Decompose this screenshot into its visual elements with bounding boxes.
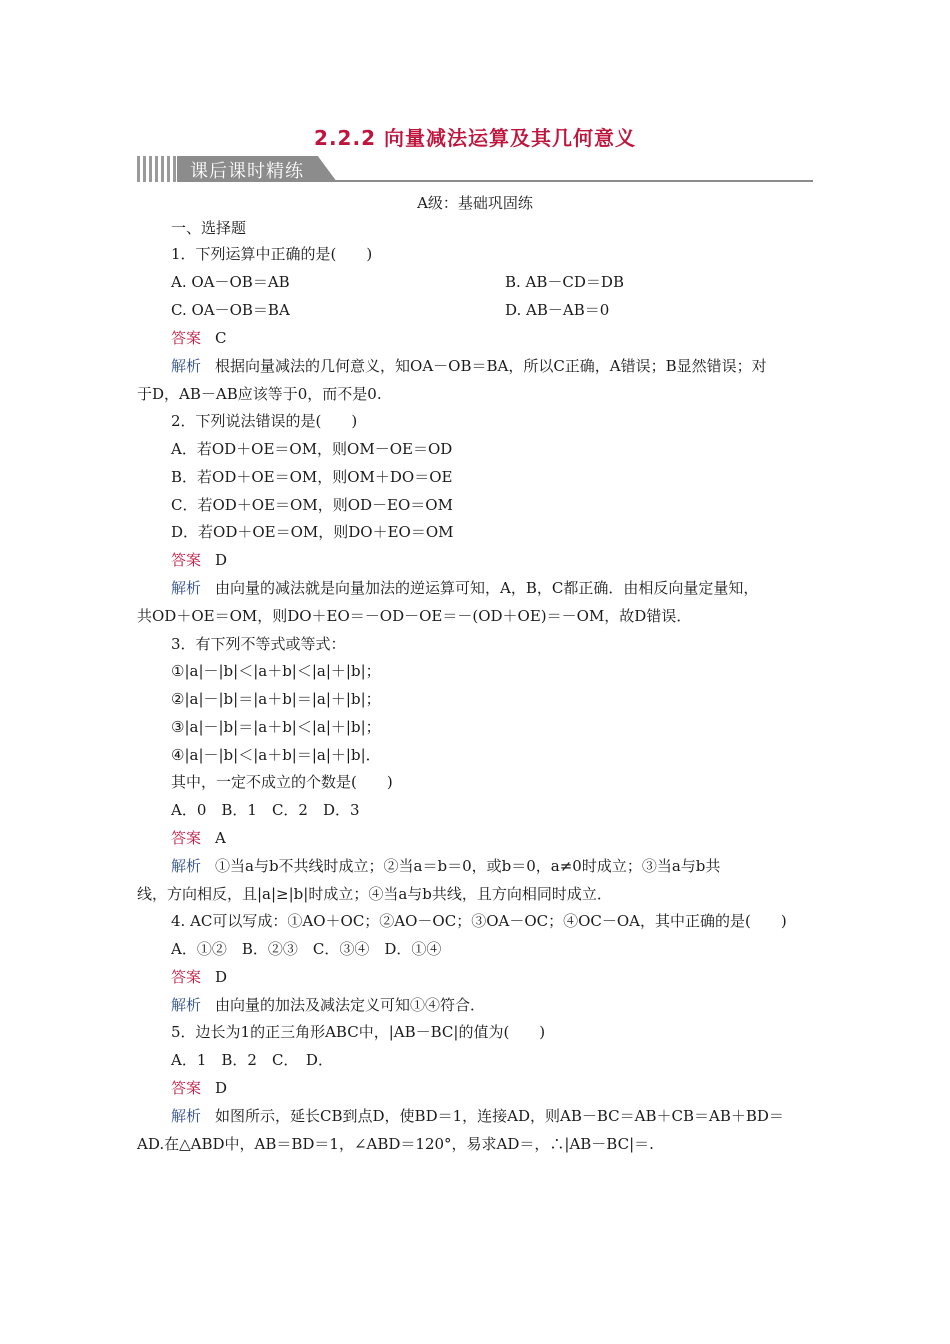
analysis-label: 解析: [171, 579, 202, 597]
q3-analysis-line2: 线，方向相反，且|a|≥|b|时成立；④当a与b共线，且方向相同时成立．: [137, 885, 612, 903]
q2-analysis-line2: 共OD＋OE＝OM，则DO＋EO＝－OD－OE＝－(OD＋OE)＝－OM，故D错误．: [137, 607, 692, 625]
q1-option-a: A. OA－OB＝AB: [171, 273, 290, 291]
q5-analysis-line1: [171, 1106, 784, 1126]
q1-option-b: B. AB－CD＝DB: [505, 273, 624, 291]
q1-option-c: C. OA－OB＝BA: [171, 301, 290, 319]
q3-stem: 3．有下列不等式或等式：: [171, 635, 346, 653]
q2-option-c: C．若OD＋OE＝OM，则OD－EO＝OM: [171, 496, 453, 514]
page-title: 2.2.2 向量减法运算及其几何意义: [314, 126, 636, 150]
q5-options: A．1 B．2 C． D．: [171, 1051, 333, 1069]
q3-answer: [171, 828, 226, 848]
q2-analysis-line1: [171, 578, 758, 598]
q3-statement-4: ④|a|－|b|＜|a＋b|＝|a|＋|b|．: [171, 746, 381, 764]
q3-statement-1: ①|a|－|b|＜|a＋b|＜|a|＋|b|；: [171, 662, 381, 680]
q2-stem: 2．下列说法错误的是( ): [171, 412, 358, 430]
q4-analysis-text1: 由向量的加法及减法定义可知①④符合．: [215, 996, 486, 1014]
q2-option-b: B．若OD＋OE＝OM，则OM＋DO＝OE: [171, 468, 453, 486]
q4-answer-value: D: [215, 968, 228, 986]
q1-answer: [171, 328, 227, 348]
q5-analysis-text1: 如图所示，延长CB到点D，使BD＝1，连接AD，则AB－BC＝AB＋CB＝AB＋BD＝: [215, 1107, 784, 1125]
q5-stem: 5．边长为1的正三角形ABC中，|AB－BC|的值为( ): [171, 1023, 546, 1041]
section-heading: 一、选择题: [171, 219, 247, 237]
section-banner: [137, 156, 813, 184]
level-heading: A级：基础巩固练: [417, 194, 533, 212]
q3-statement-3: ③|a|－|b|＝|a＋b|＜|a|＋|b|；: [171, 718, 381, 736]
q4-analysis-line1: [171, 995, 485, 1015]
q3-answer-value: A: [215, 829, 226, 847]
analysis-label: 解析: [171, 857, 202, 875]
analysis-label: 解析: [171, 1107, 202, 1125]
q1-analysis-line2: 于D，AB－AB应该等于0，而不是0.: [137, 385, 382, 403]
q4-answer: [171, 967, 227, 987]
q2-answer-value: D: [215, 551, 228, 569]
q5-analysis-line2: AD.在△ABD中，AB＝BD＝1，∠ABD＝120°，易求AD＝，∴|AB－BC|＝.: [137, 1135, 654, 1153]
q2-analysis-text1: 由向量的减法就是向量加法的逆运算可知，A，B，C都正确．由相反向量定量知，: [215, 579, 759, 597]
analysis-label: 解析: [171, 996, 202, 1014]
q3-stem-2: 其中，一定不成立的个数是( ): [171, 773, 393, 791]
q1-analysis-line1: [171, 356, 767, 376]
q5-answer: [171, 1078, 227, 1098]
q2-option-a: A．若OD＋OE＝OM，则OM－OE＝OD: [171, 440, 453, 458]
banner-text: 课后课时精练: [190, 161, 304, 182]
q1-option-d: D. AB－AB＝0: [505, 301, 610, 319]
q5-answer-value: D: [215, 1079, 228, 1097]
q3-statement-2: ②|a|－|b|＝|a＋b|＝|a|＋|b|；: [171, 690, 381, 708]
q1-analysis-text1: 根据向量减法的几何意义，知OA－OB＝BA，所以C正确，A错误；B显然错误；对: [215, 357, 767, 375]
banner-rule: [333, 180, 813, 182]
q3-options: A．0 B．1 C．2 D．3: [171, 801, 360, 819]
analysis-label: 解析: [171, 357, 202, 375]
q3-analysis-text1: ①当a与b不共线时成立；②当a＝b＝0，或b＝0，a≠0时成立；③当a与b共: [215, 857, 721, 875]
answer-label: 答案: [171, 329, 202, 347]
answer-label: 答案: [171, 829, 202, 847]
q3-analysis-line1: [171, 856, 720, 876]
q2-option-d: D．若OD＋OE＝OM，则DO＋EO＝OM: [171, 523, 454, 541]
q4-options: A．①② B．②③ C．③④ D．①④: [171, 940, 442, 958]
banner-stripes: [137, 156, 177, 182]
answer-label: 答案: [171, 1079, 202, 1097]
q1-stem: 1．下列运算中正确的是( ): [171, 245, 373, 263]
q4-stem: 4. AC可以写成：①AO＋OC；②AO－OC；③OA－OC；④OC－OA，其中正确的是( ): [171, 912, 787, 930]
answer-label: 答案: [171, 968, 202, 986]
q1-answer-value: C: [215, 329, 227, 347]
answer-label: 答案: [171, 551, 202, 569]
q2-answer: [171, 550, 227, 570]
